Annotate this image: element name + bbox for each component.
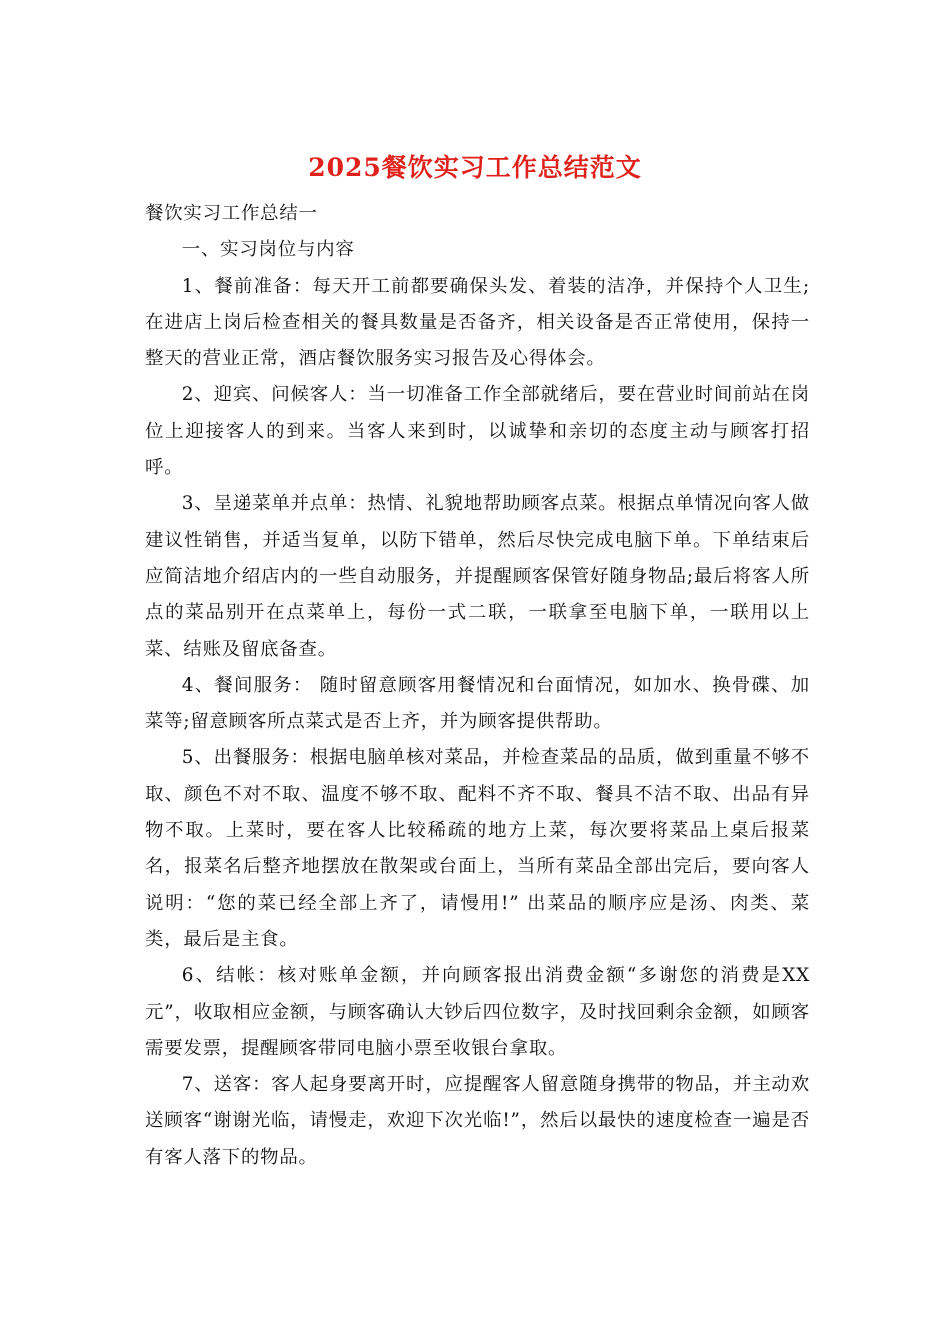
document-title: 2025餐饮实习工作总结范文: [308, 153, 642, 182]
paragraph-checkout: 6、结帐：核对账单金额，并向顾客报出消费金额“多谢您的消费是XX元”，收取相应金额，与顾客确认大钞后四位数字，及时找回剩余金额，如顾客需要发票，提醒顾客带同电脑小票至收银台拿取。: [145, 965, 810, 1059]
paragraph-pre-meal-prep: 1、餐前准备：每天开工前都要确保头发、着装的洁净，并保持个人卫生;在进店上岗后检查相关的餐具数量是否备齐，相关设备是否正常使用，保持一整天的营业正常，酒店餐饮服务实习报告及心得体会。: [145, 275, 810, 370]
paragraph-meal-service: 4、餐间服务： 随时留意顾客用餐情况和台面情况，如加水、换骨碟、加菜等;留意顾客所点菜式是否上齐，并为顾客提供帮助。: [145, 674, 810, 733]
subsection-heading: 一、实习岗位与内容: [181, 239, 355, 261]
document-body: [145, 196, 810, 1176]
paragraph-greeting: 2、迎宾、问候客人：当一切准备工作全部就绪后，要在营业时间前站在岗位上迎接客人的到来。当客人来到时，以诚挚和亲切的态度主动与顾客打招呼。: [145, 384, 810, 479]
paragraph-serving: 5、出餐服务：根据电脑单核对菜品，并检查菜品的品质，做到重量不够不取、颜色不对不取、温度不够不取、配料不齐不取、餐具不洁不取、出品有异物不取。上菜时，要在客人比较稀疏的地方上菜，每次要将菜品上桌后报菜名，报菜名后整齐地摆放在散架或台面上，当所有菜品全部出完后，要向客人说明：“您的菜已经全部上齐了，请慢用!” 出菜品的顺序应是汤、肉类、菜类，最后是主食。: [145, 747, 810, 950]
paragraph-farewell: 7、送客：客人起身要离开时，应提醒客人留意随身携带的物品，并主动欢送顾客“谢谢光临，请慢走，欢迎下次光临!”，然后以最快的速度检查一遍是否有客人落下的物品。: [145, 1074, 810, 1168]
paragraph-menu-ordering: 3、呈递菜单并点单：热情、礼貌地帮助顾客点菜。根据点单情况向客人做建议性销售，并适当复单，以防下错单，然后尽快完成电脑下单。下单结束后应简洁地介绍店内的一些自动服务，并提醒顾客保管好随身物品;最后将客人所点的菜品别开在点菜单上，每份一式二联，一联拿至电脑下单，一联用以上菜、结账及留底备查。: [145, 493, 810, 660]
section-heading: 餐饮实习工作总结一: [145, 203, 318, 224]
